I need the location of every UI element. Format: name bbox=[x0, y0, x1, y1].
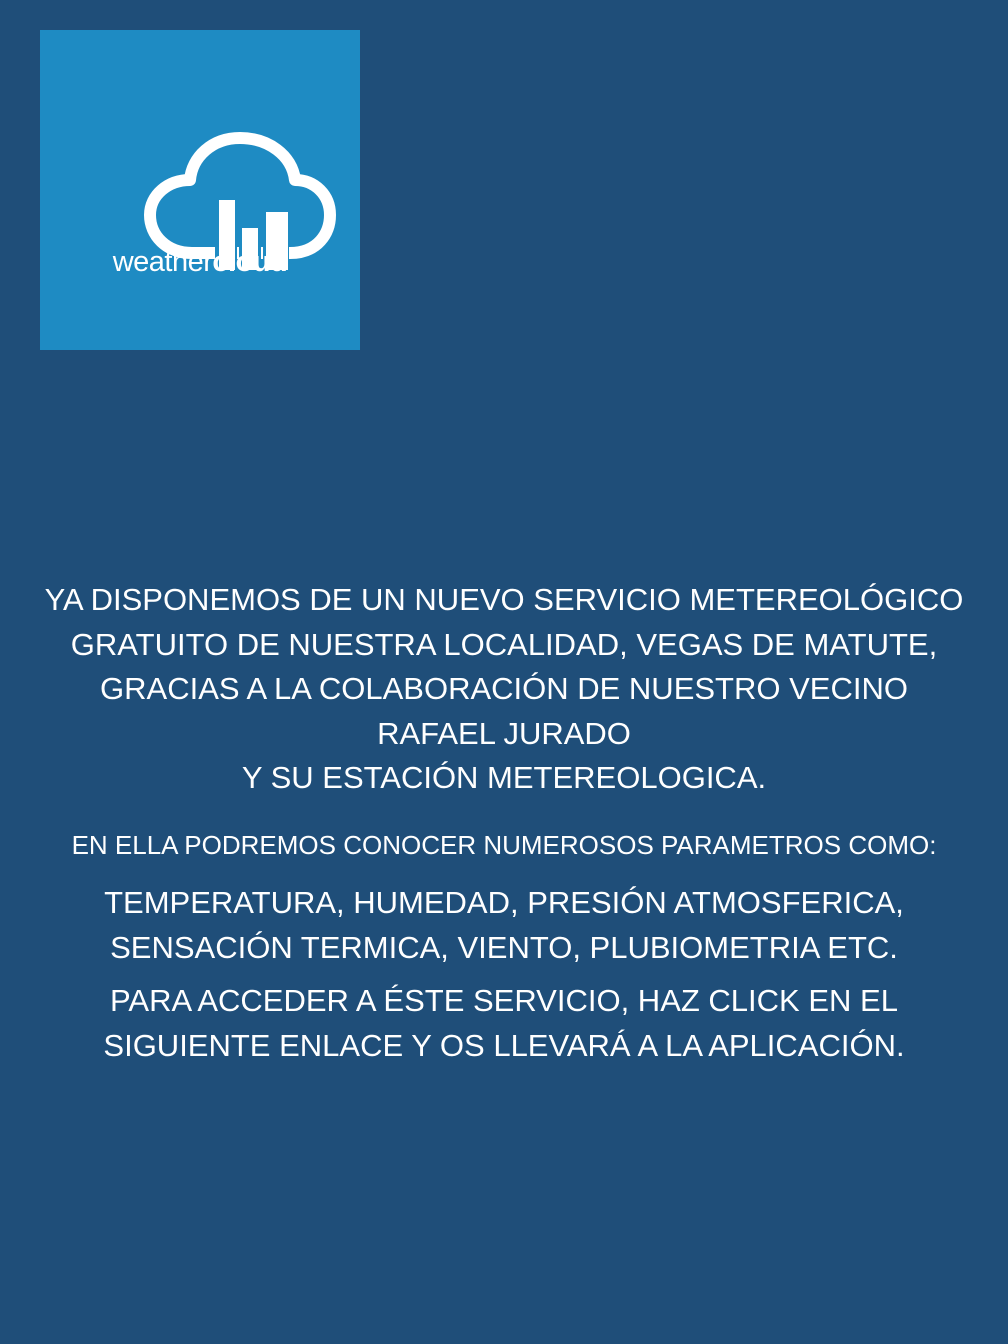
logo-wordmark bbox=[40, 244, 360, 280]
logo-wordmark-bold: cloud bbox=[212, 246, 288, 278]
logo-wordmark-regular: weather bbox=[112, 246, 213, 278]
access-line: SIGUIENTE ENLACE Y OS LLEVARÁ A LA APLICACIÓN. bbox=[103, 1028, 905, 1063]
intro-line: GRACIAS A LA COLABORACIÓN DE NUESTRO VECINO bbox=[100, 671, 908, 707]
params-intro-line: EN ELLA PODREMOS CONOCER NUMEROSOS PARAMETROS COMO: bbox=[71, 830, 937, 860]
params-line: SENSACIÓN TERMICA, VIENTO, PLUBIOMETRIA ETC. bbox=[110, 930, 898, 965]
weathercloud-logo bbox=[40, 30, 360, 350]
params-list bbox=[20, 880, 988, 970]
intro-line: Y SU ESTACIÓN METEREOLOGICA. bbox=[241, 760, 767, 796]
params-line: TEMPERATURA, HUMEDAD, PRESIÓN ATMOSFERICA, bbox=[104, 885, 904, 920]
announcement-intro bbox=[20, 578, 988, 801]
access-line: PARA ACCEDER A ÉSTE SERVICIO, HAZ CLICK EN EL bbox=[110, 983, 898, 1018]
params-intro bbox=[20, 827, 988, 863]
intro-line: GRATUITO DE NUESTRA LOCALIDAD, VEGAS DE MATUTE, bbox=[70, 626, 938, 662]
intro-line: YA DISPONEMOS DE UN NUEVO SERVICIO METEREOLÓGICO bbox=[44, 582, 964, 617]
intro-line: RAFAEL JURADO bbox=[377, 715, 631, 751]
access-instructions bbox=[20, 978, 988, 1068]
